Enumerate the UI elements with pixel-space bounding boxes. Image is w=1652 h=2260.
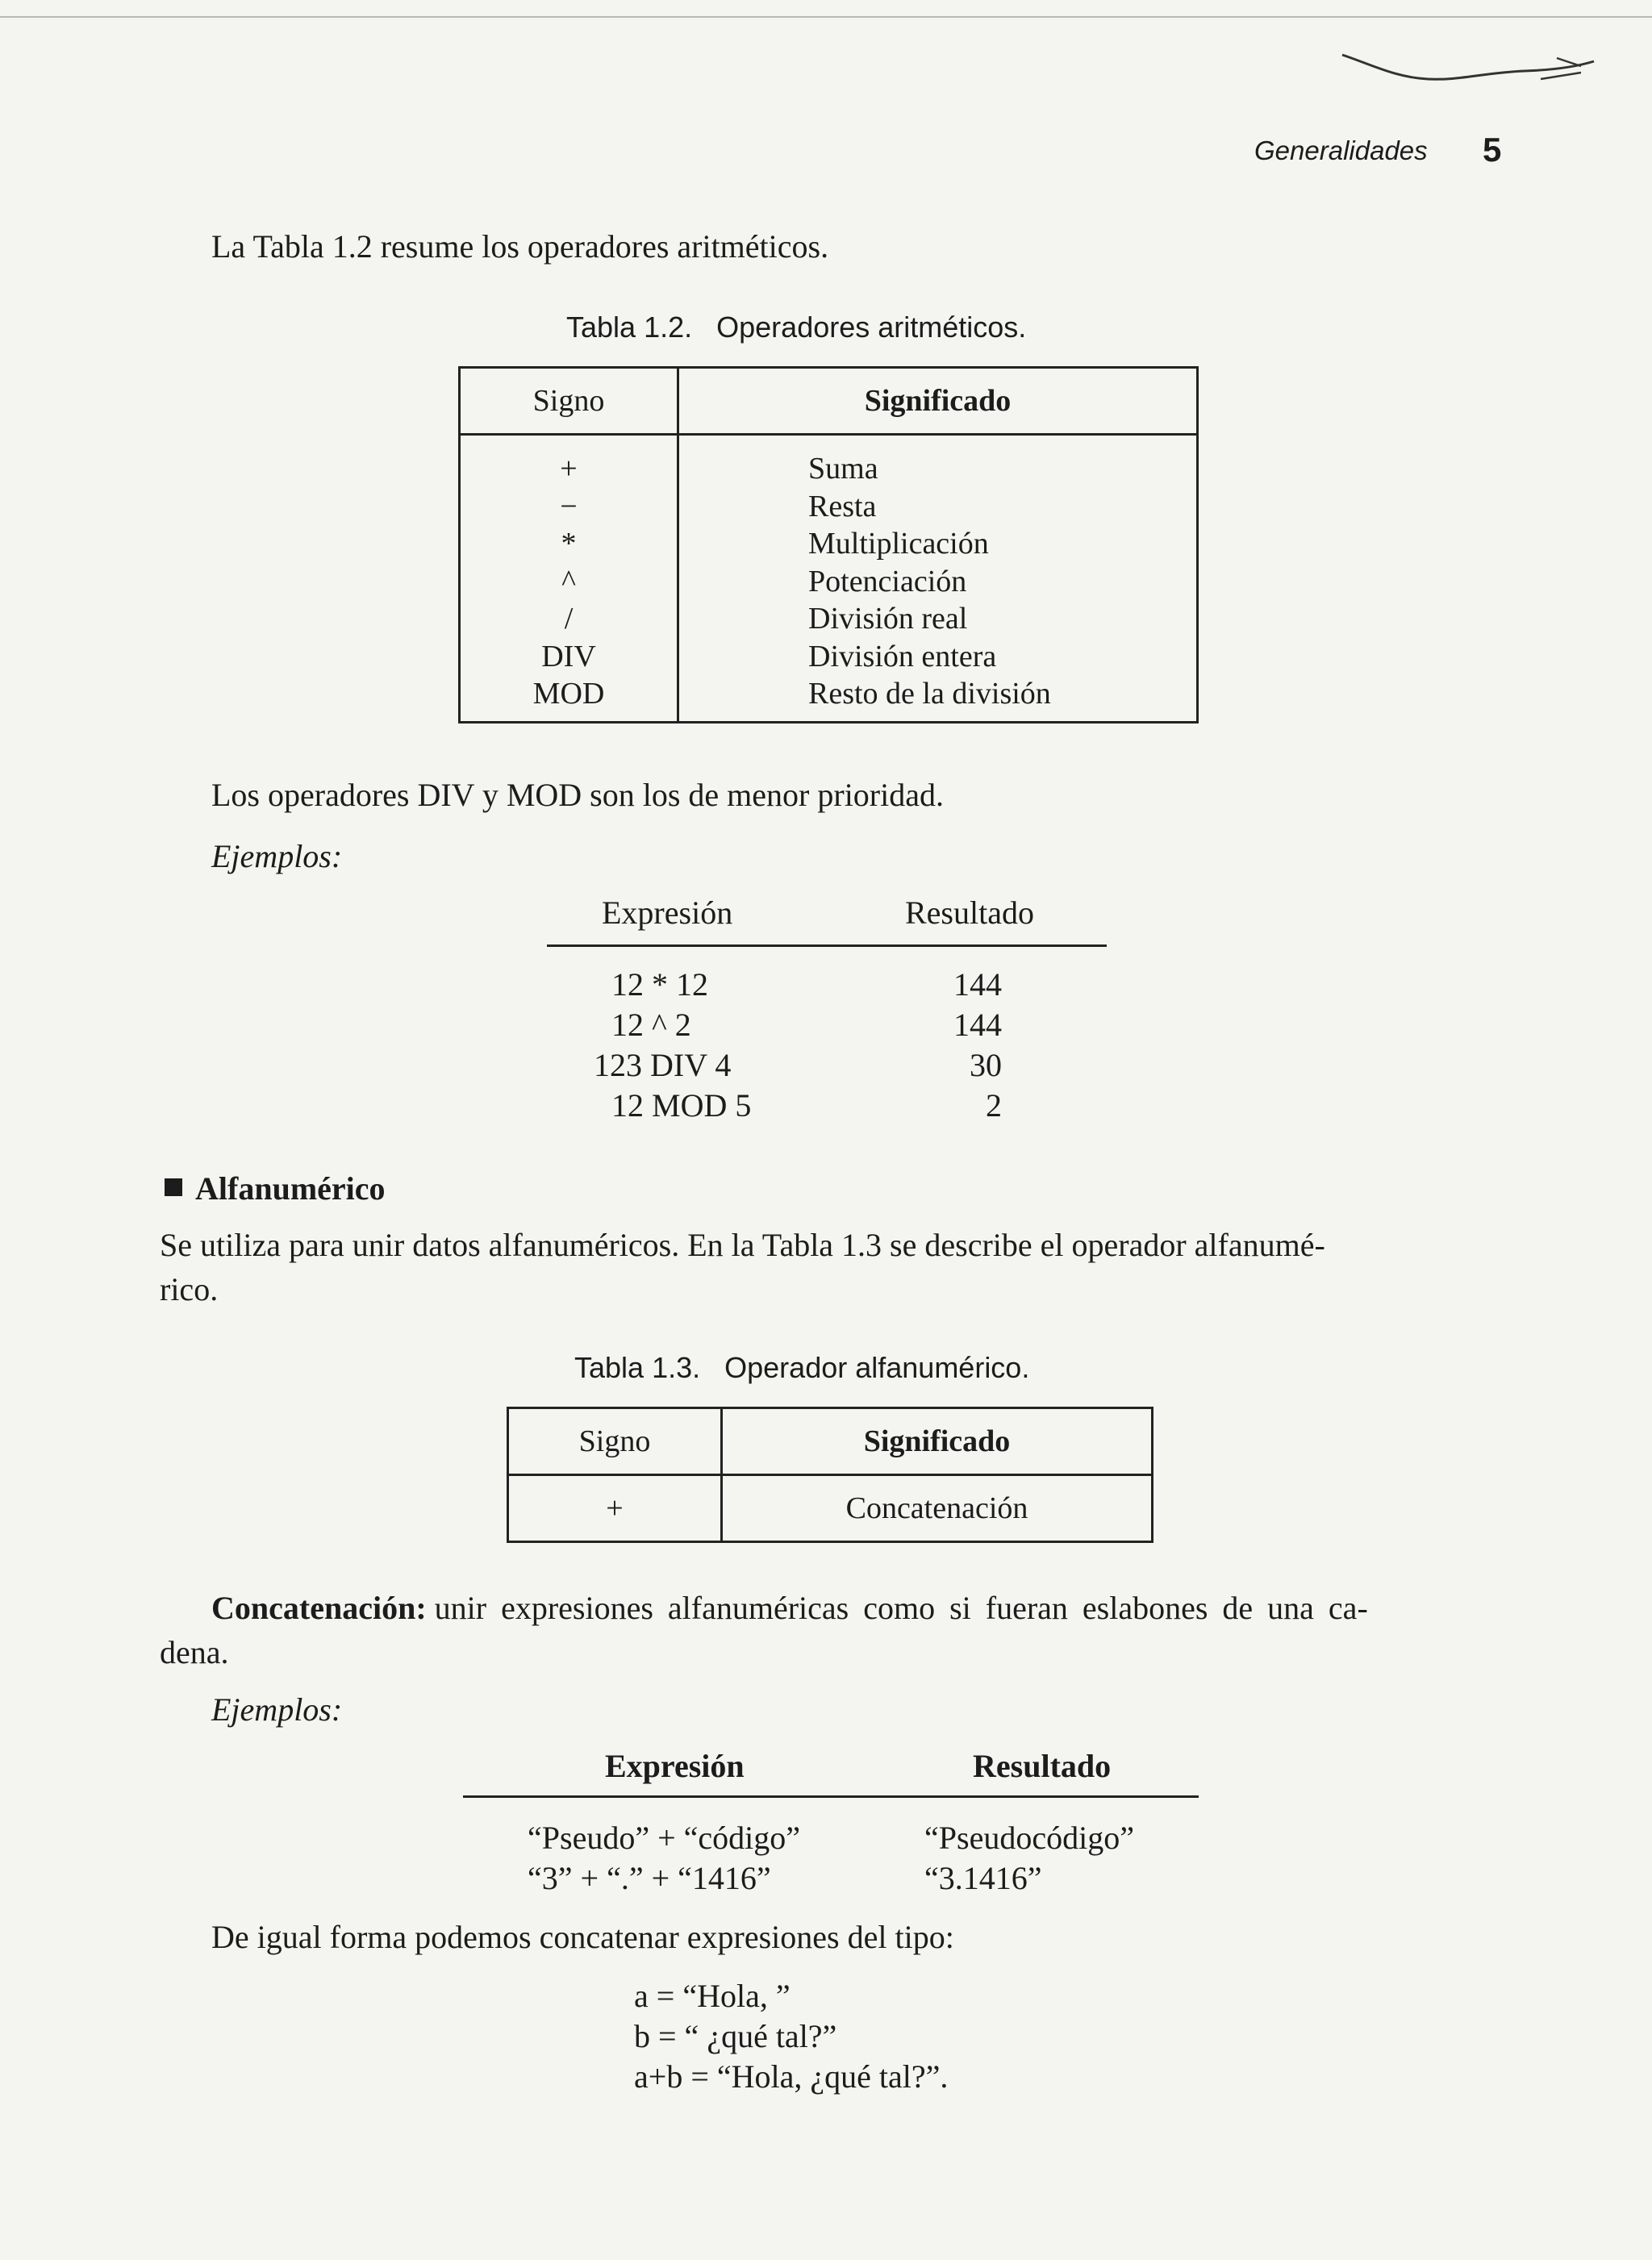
concatenation-definition-line-1 bbox=[211, 1589, 1368, 1628]
expression: 123 DIV 4 bbox=[594, 1047, 732, 1083]
meaning-cell: Multiplicación bbox=[808, 527, 989, 561]
expression: 12 MOD 5 bbox=[611, 1087, 752, 1124]
expression: 12 ^ 2 bbox=[611, 1007, 691, 1043]
code-line: a = “Hola, ” bbox=[634, 1978, 791, 2014]
example-row bbox=[547, 1045, 1107, 1086]
result: 144 bbox=[953, 966, 1002, 1003]
examples-1-header-expresion: Expresión bbox=[602, 894, 733, 931]
meanings-cell bbox=[678, 435, 1198, 723]
column-header-significado: Significado bbox=[678, 368, 1198, 435]
expression: “3” + “.” + “1416” bbox=[528, 1860, 771, 1896]
page-number: 5 bbox=[1483, 131, 1502, 169]
example-row bbox=[463, 1858, 1199, 1899]
concatenation-intro: De igual forma podemos concatenar expresiones del tipo: bbox=[211, 1919, 954, 1955]
meaning-cell: Potenciación bbox=[808, 564, 967, 598]
signs-cell bbox=[460, 435, 678, 723]
examples-1-list bbox=[547, 965, 1107, 1126]
table-1-2 bbox=[458, 366, 1199, 723]
sign-cell: ^ bbox=[561, 564, 576, 598]
meaning-cell: Concatenación bbox=[722, 1475, 1153, 1542]
priority-note: Los operadores DIV y MOD son los de menor prioridad. bbox=[211, 777, 944, 813]
examples-2-list bbox=[463, 1818, 1199, 1899]
table-body-row bbox=[460, 435, 1198, 723]
table-1-2-caption bbox=[566, 311, 1026, 344]
concatenation-example-block bbox=[634, 1976, 948, 2097]
square-bullet-icon bbox=[165, 1178, 182, 1196]
result: “Pseudocódigo” bbox=[924, 1820, 1134, 1856]
caption-text: Operadores aritméticos. bbox=[716, 311, 1027, 344]
sign-cell: / bbox=[564, 602, 574, 636]
section-title: Alfanumérico bbox=[195, 1170, 386, 1207]
section-heading bbox=[165, 1170, 386, 1208]
examples-label-2: Ejemplos: bbox=[211, 1691, 343, 1728]
caption-text: Operador alfanumérico. bbox=[724, 1351, 1030, 1384]
result: 30 bbox=[970, 1047, 1002, 1083]
examples-2-header-resultado: Resultado bbox=[973, 1748, 1112, 1784]
expression: “Pseudo” + “código” bbox=[528, 1820, 801, 1856]
examples-1-rule bbox=[547, 944, 1107, 947]
table-1-3 bbox=[507, 1407, 1153, 1543]
concatenation-definition: unir expresiones alfanuméricas como si fueran eslabones de una ca- bbox=[434, 1590, 1368, 1626]
examples-1-header-resultado: Resultado bbox=[905, 894, 1034, 931]
code-line: b = “ ¿qué tal?” bbox=[634, 2018, 837, 2054]
column-header-significado: Significado bbox=[722, 1408, 1153, 1475]
top-edge-line bbox=[0, 16, 1652, 18]
example-row bbox=[463, 1818, 1199, 1858]
caption-label: Tabla 1.2. bbox=[566, 311, 693, 344]
column-header-signo: Signo bbox=[460, 368, 678, 435]
column-header-signo: Signo bbox=[508, 1408, 722, 1475]
pen-scribble-mark bbox=[1339, 48, 1597, 97]
sign-cell: MOD bbox=[532, 677, 605, 711]
example-row bbox=[547, 1005, 1107, 1045]
running-head: Generalidades bbox=[1254, 136, 1428, 165]
examples-2-rule bbox=[463, 1795, 1199, 1798]
code-line: a+b = “Hola, ¿qué tal?”. bbox=[634, 2058, 949, 2095]
example-row bbox=[547, 1086, 1107, 1126]
concatenation-term: Concatenación: bbox=[211, 1590, 427, 1626]
sign-cell: − bbox=[560, 489, 578, 523]
meaning-cell: División real bbox=[808, 602, 968, 636]
sign-cell: * bbox=[561, 527, 577, 561]
section-paragraph-line-2: rico. bbox=[160, 1271, 219, 1307]
example-row bbox=[547, 965, 1107, 1005]
result: 2 bbox=[986, 1087, 1002, 1124]
caption-label: Tabla 1.3. bbox=[574, 1351, 701, 1384]
concatenation-definition-line-2: dena. bbox=[160, 1634, 229, 1670]
examples-label: Ejemplos: bbox=[211, 838, 343, 874]
result: 144 bbox=[953, 1007, 1002, 1043]
sign-cell: + bbox=[606, 1491, 624, 1525]
meaning-cell: Resto de la división bbox=[808, 677, 1051, 711]
meaning-cell: División entera bbox=[808, 639, 997, 673]
table-1-3-caption bbox=[574, 1351, 1029, 1385]
meaning-cell: Resta bbox=[808, 489, 877, 523]
expression: 12 * 12 bbox=[611, 966, 708, 1003]
section-paragraph-line-1: Se utiliza para unir datos alfanuméricos. En la Tabla 1.3 se describe el operador alfanumé- bbox=[160, 1227, 1325, 1263]
sign-cell: + bbox=[560, 452, 578, 486]
sign-cell: DIV bbox=[541, 639, 596, 673]
examples-2-header-expresion: Expresión bbox=[605, 1748, 745, 1784]
meaning-cell: Suma bbox=[808, 452, 878, 486]
table-row bbox=[508, 1475, 1153, 1542]
intro-paragraph: La Tabla 1.2 resume los operadores aritméticos. bbox=[211, 228, 829, 265]
result: “3.1416” bbox=[924, 1860, 1042, 1896]
